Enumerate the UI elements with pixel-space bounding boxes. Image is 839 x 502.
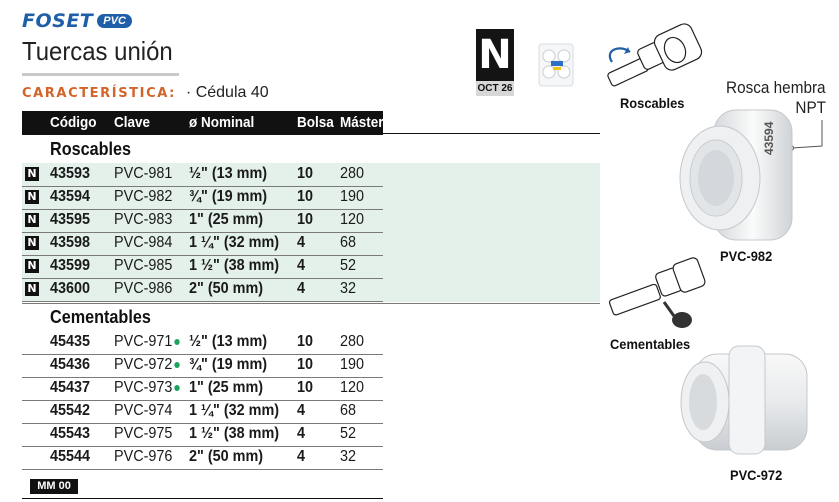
table-header bbox=[22, 111, 383, 135]
product-bolsa: 4 bbox=[297, 234, 306, 251]
stock-dot-icon bbox=[174, 339, 179, 345]
product-code: 45544 bbox=[50, 448, 91, 465]
page-title: Tuercas unión bbox=[22, 36, 173, 66]
product-master: 120 bbox=[340, 379, 365, 396]
product-clave bbox=[114, 333, 180, 351]
product-clave: PVC-976 bbox=[114, 448, 173, 465]
product-bolsa: 10 bbox=[297, 188, 314, 205]
product-clave-text: PVC-971 bbox=[114, 333, 173, 350]
product-clave: PVC-975 bbox=[114, 425, 173, 442]
characteristic-value: · Cédula 40 bbox=[185, 84, 269, 101]
product-nominal: ½" (13 mm) bbox=[189, 333, 268, 350]
new-badge: N bbox=[25, 167, 39, 181]
characteristic-line bbox=[22, 84, 269, 102]
section-title-cementables: Cementables bbox=[50, 307, 151, 327]
brand-logo bbox=[22, 11, 132, 31]
table-row bbox=[22, 446, 383, 470]
table-row bbox=[22, 331, 383, 355]
product-master: 68 bbox=[340, 402, 357, 419]
product-bolsa: 10 bbox=[297, 356, 314, 373]
product-master: 52 bbox=[340, 425, 357, 442]
product-nominal: 1" (25 mm) bbox=[189, 211, 264, 228]
product-bolsa: 4 bbox=[297, 448, 306, 465]
product-master: 280 bbox=[340, 165, 365, 182]
novelty-date: OCT 26 bbox=[477, 83, 513, 94]
table-row bbox=[22, 186, 383, 210]
product-clave bbox=[114, 356, 180, 374]
product-nominal: ½" (13 mm) bbox=[189, 165, 268, 182]
stock-dot-icon bbox=[174, 362, 179, 368]
product-bolsa: 4 bbox=[297, 425, 306, 442]
product-clave bbox=[114, 379, 180, 397]
table-row bbox=[22, 255, 383, 279]
product-clave: PVC-984 bbox=[114, 234, 173, 251]
product-master: 32 bbox=[340, 280, 357, 297]
product-nominal: 1 ¼" (32 mm) bbox=[189, 234, 280, 251]
stock-dot-icon bbox=[174, 385, 179, 391]
new-badge: N bbox=[25, 282, 39, 296]
product-bolsa: 10 bbox=[297, 211, 314, 228]
product-bolsa: 10 bbox=[297, 333, 314, 350]
product-code: 43594 bbox=[50, 188, 91, 205]
product-clave: PVC-974 bbox=[114, 402, 173, 419]
product-clave-text: PVC-973 bbox=[114, 379, 173, 396]
header-master: Máster bbox=[340, 114, 384, 131]
product-master: 68 bbox=[340, 234, 357, 251]
product-code: 43600 bbox=[50, 280, 91, 297]
thread-type-label-line2: NPT bbox=[795, 98, 826, 117]
roscables-label: Roscables bbox=[620, 95, 685, 111]
product-clave: PVC-982 bbox=[114, 188, 173, 205]
table-row bbox=[22, 209, 383, 233]
header-codigo: Código bbox=[50, 114, 97, 131]
product-clave: PVC-985 bbox=[114, 257, 173, 274]
product-code: 45435 bbox=[50, 333, 91, 350]
footer-rule bbox=[22, 498, 383, 499]
table-row bbox=[22, 377, 383, 401]
table-row bbox=[22, 278, 383, 302]
header-clave: Clave bbox=[114, 114, 151, 131]
table-row bbox=[22, 354, 383, 378]
section-divider bbox=[22, 303, 600, 304]
product-master: 280 bbox=[340, 333, 365, 350]
product-label-pvc-982: PVC-982 bbox=[720, 248, 773, 264]
product-nominal: ¾" (19 mm) bbox=[189, 356, 268, 373]
table-row bbox=[22, 400, 383, 424]
table-row bbox=[22, 163, 383, 187]
brand-name: FOSET bbox=[22, 10, 94, 32]
product-label-pvc-972: PVC-972 bbox=[730, 467, 783, 483]
product-master: 52 bbox=[340, 257, 357, 274]
characteristic-label: CARACTERÍSTICA: bbox=[22, 86, 176, 101]
product-code: 45437 bbox=[50, 379, 91, 396]
header-nominal: ø Nominal bbox=[189, 114, 255, 131]
product-nominal: 2" (50 mm) bbox=[189, 280, 264, 297]
product-code: 43595 bbox=[50, 211, 91, 228]
product-clave: PVC-981 bbox=[114, 165, 173, 182]
product-nominal: 1 ¼" (32 mm) bbox=[189, 402, 280, 419]
cement-assembly-diagram bbox=[604, 256, 714, 338]
product-code: 45436 bbox=[50, 356, 91, 373]
footer-code-badge: MM 00 bbox=[30, 479, 78, 494]
packaging-image bbox=[533, 38, 579, 90]
product-nominal: 1 ½" (38 mm) bbox=[189, 257, 280, 274]
product-master: 190 bbox=[340, 188, 365, 205]
cementables-label: Cementables bbox=[610, 336, 691, 352]
product-code: 43599 bbox=[50, 257, 91, 274]
novelty-badge: N bbox=[476, 29, 514, 81]
threaded-assembly-diagram bbox=[600, 10, 710, 100]
product-master: 120 bbox=[340, 211, 365, 228]
product-nominal: 1" (25 mm) bbox=[189, 379, 264, 396]
product-master: 32 bbox=[340, 448, 357, 465]
table-row bbox=[22, 232, 383, 256]
header-extension-rule bbox=[383, 133, 600, 134]
product-master: 190 bbox=[340, 356, 365, 373]
product-nominal: 2" (50 mm) bbox=[189, 448, 264, 465]
cement-union-image bbox=[675, 340, 815, 460]
section-title-roscables: Roscables bbox=[50, 139, 132, 159]
header-bolsa: Bolsa bbox=[297, 114, 334, 131]
product-clave: PVC-986 bbox=[114, 280, 173, 297]
product-clave: PVC-983 bbox=[114, 211, 173, 228]
fitting-part-number: 43594 bbox=[762, 121, 776, 155]
product-clave-text: PVC-972 bbox=[114, 356, 173, 373]
thread-type-label-line1: Rosca hembra bbox=[726, 78, 826, 97]
product-nominal: 1 ½" (38 mm) bbox=[189, 425, 280, 442]
product-bolsa: 4 bbox=[297, 257, 306, 274]
product-code: 45542 bbox=[50, 402, 91, 419]
threaded-union-image bbox=[672, 108, 802, 248]
product-code: 45543 bbox=[50, 425, 91, 442]
product-nominal: ¾" (19 mm) bbox=[189, 188, 268, 205]
product-bolsa: 10 bbox=[297, 379, 314, 396]
product-code: 43593 bbox=[50, 165, 91, 182]
product-bolsa: 4 bbox=[297, 280, 306, 297]
title-divider bbox=[22, 73, 179, 76]
brand-badge: PVC bbox=[97, 14, 132, 28]
new-badge: N bbox=[25, 190, 39, 204]
product-bolsa: 4 bbox=[297, 402, 306, 419]
new-badge: N bbox=[25, 236, 39, 250]
new-badge: N bbox=[25, 259, 39, 273]
product-code: 43598 bbox=[50, 234, 91, 251]
table-row bbox=[22, 423, 383, 447]
product-bolsa: 10 bbox=[297, 165, 314, 182]
new-badge: N bbox=[25, 213, 39, 227]
